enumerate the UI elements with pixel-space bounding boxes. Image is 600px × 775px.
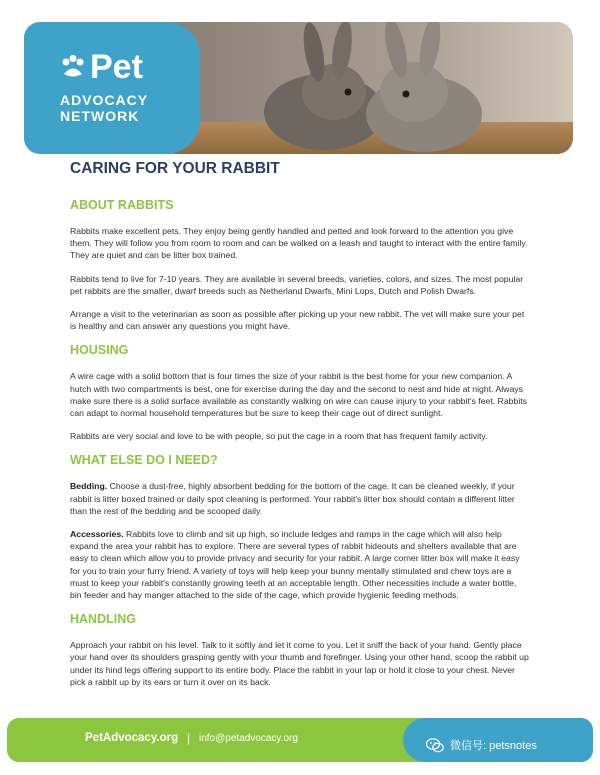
header-banner <box>24 22 573 154</box>
watermark-text: 微信号: petsnotes <box>450 740 537 752</box>
logo-subtitle <box>60 92 148 124</box>
section-heading-what-else: WHAT ELSE DO I NEED? <box>70 453 218 468</box>
paragraph: Rabbits are very social and love to be with people, so put the cage in a room that has frequent family activity. <box>70 431 488 442</box>
rabbits-photo <box>174 22 573 154</box>
footer-website-link[interactable]: PetAdvocacy.org <box>85 732 179 744</box>
wechat-icon <box>426 738 444 753</box>
logo-pet-text: Pet <box>90 48 143 86</box>
paragraph: Arrange a visit to the veterinarian as soon as possible after picking up your new rabbit. The vet will make sure your pet is healthy and can answer any questions you might have. <box>70 309 525 332</box>
logo-line-advocacy: ADVOCACY <box>60 92 149 108</box>
footer-separator: | <box>187 731 191 745</box>
logo-line-network: NETWORK <box>60 108 140 124</box>
paragraph: A wire cage with a solid bottom that is four times the size of your rabbit is the best home for your new companion. A hutch with two compartments is best, one for exercise during the day and the second to nest and hide at night. Always make sure there is a solid surface available as constantly walking on wire can cause injury to your rabbit's feet. Rabbits can adapt to normal household temperatures but be sure to keep their cage out of direct sunlight. <box>70 371 528 419</box>
logo <box>60 50 143 84</box>
bedding-text: Choose a dust-free, highly absorbent bedding for the bottom of the cage. It can be cleaned weekly, if your rabbit is litter boxed trained or daily spot cleaning is performed. Your rabbit's litter box should contain a different litter than the rest of the bedding and be scooped daily. <box>70 481 515 516</box>
paragraph: Rabbits tend to live for 7-10 years. They are available in several breeds, varieties, colors, and sizes. The most popular pet rabbits are the smaller, dwarf breeds such as Netherland Dwarfs, Mini Lops, Dutch and Polish Dwarfs. <box>70 273 524 296</box>
wechat-watermark <box>426 737 537 753</box>
paragraph: Rabbits make excellent pets. They enjoy being gently handled and petted and look forward to the attention you give them. They will follow you from room to room and can be walked on a leash and taught to interact with the entire family. They are quiet and can be litter box trained. <box>70 226 528 261</box>
paragraph-accessories <box>70 528 530 601</box>
page-title: CARING FOR YOUR RABBIT <box>70 160 280 177</box>
document-body <box>70 160 530 699</box>
paragraph-bedding <box>70 480 530 517</box>
accessories-text: Rabbits love to climb and sit up high, so include ledges and ramps in the cage which will also help expand the area your rabbit has to explore. There are several types of rabbit hideouts and shelters available that are easy to clean which allow you to provide privacy and security for your rabbit. A large corner litter box will make it easy for you to train your furry friend. A variety of toys will help keep your bunny mentally stimulated and chew toys are a must to keep your rabbit's constantly growing teeth at an acceptable length. Other necessities include a water bottle, bin feeder and hay manger attached to the side of the cage, which provide hygienic feeding methods. <box>70 529 520 601</box>
footer-email-link[interactable]: info@petadvocacy.org <box>199 733 298 744</box>
section-heading-housing: HOUSING <box>70 343 129 358</box>
logo-panel <box>24 22 200 154</box>
section-heading-handling: HANDLING <box>70 612 136 627</box>
paw-icon <box>60 54 86 80</box>
bedding-label: Bedding. <box>70 481 108 492</box>
section-heading-about: ABOUT RABBITS <box>70 198 174 212</box>
accessories-label: Accessories. <box>70 529 124 540</box>
paragraph: Approach your rabbit on his level. Talk to it softly and let it come to you. Let it sniff the back of your hand. Gently place your hand over its shoulders grasping gently with your thumb and forefinger. Using your other hand, scoop the rabbit up under its hind legs offering support to its entire body. Place the rabbit in your lap or hold it close to your chest. Never pick a rabbit up by its ears or turn it over on its back. <box>70 640 529 687</box>
